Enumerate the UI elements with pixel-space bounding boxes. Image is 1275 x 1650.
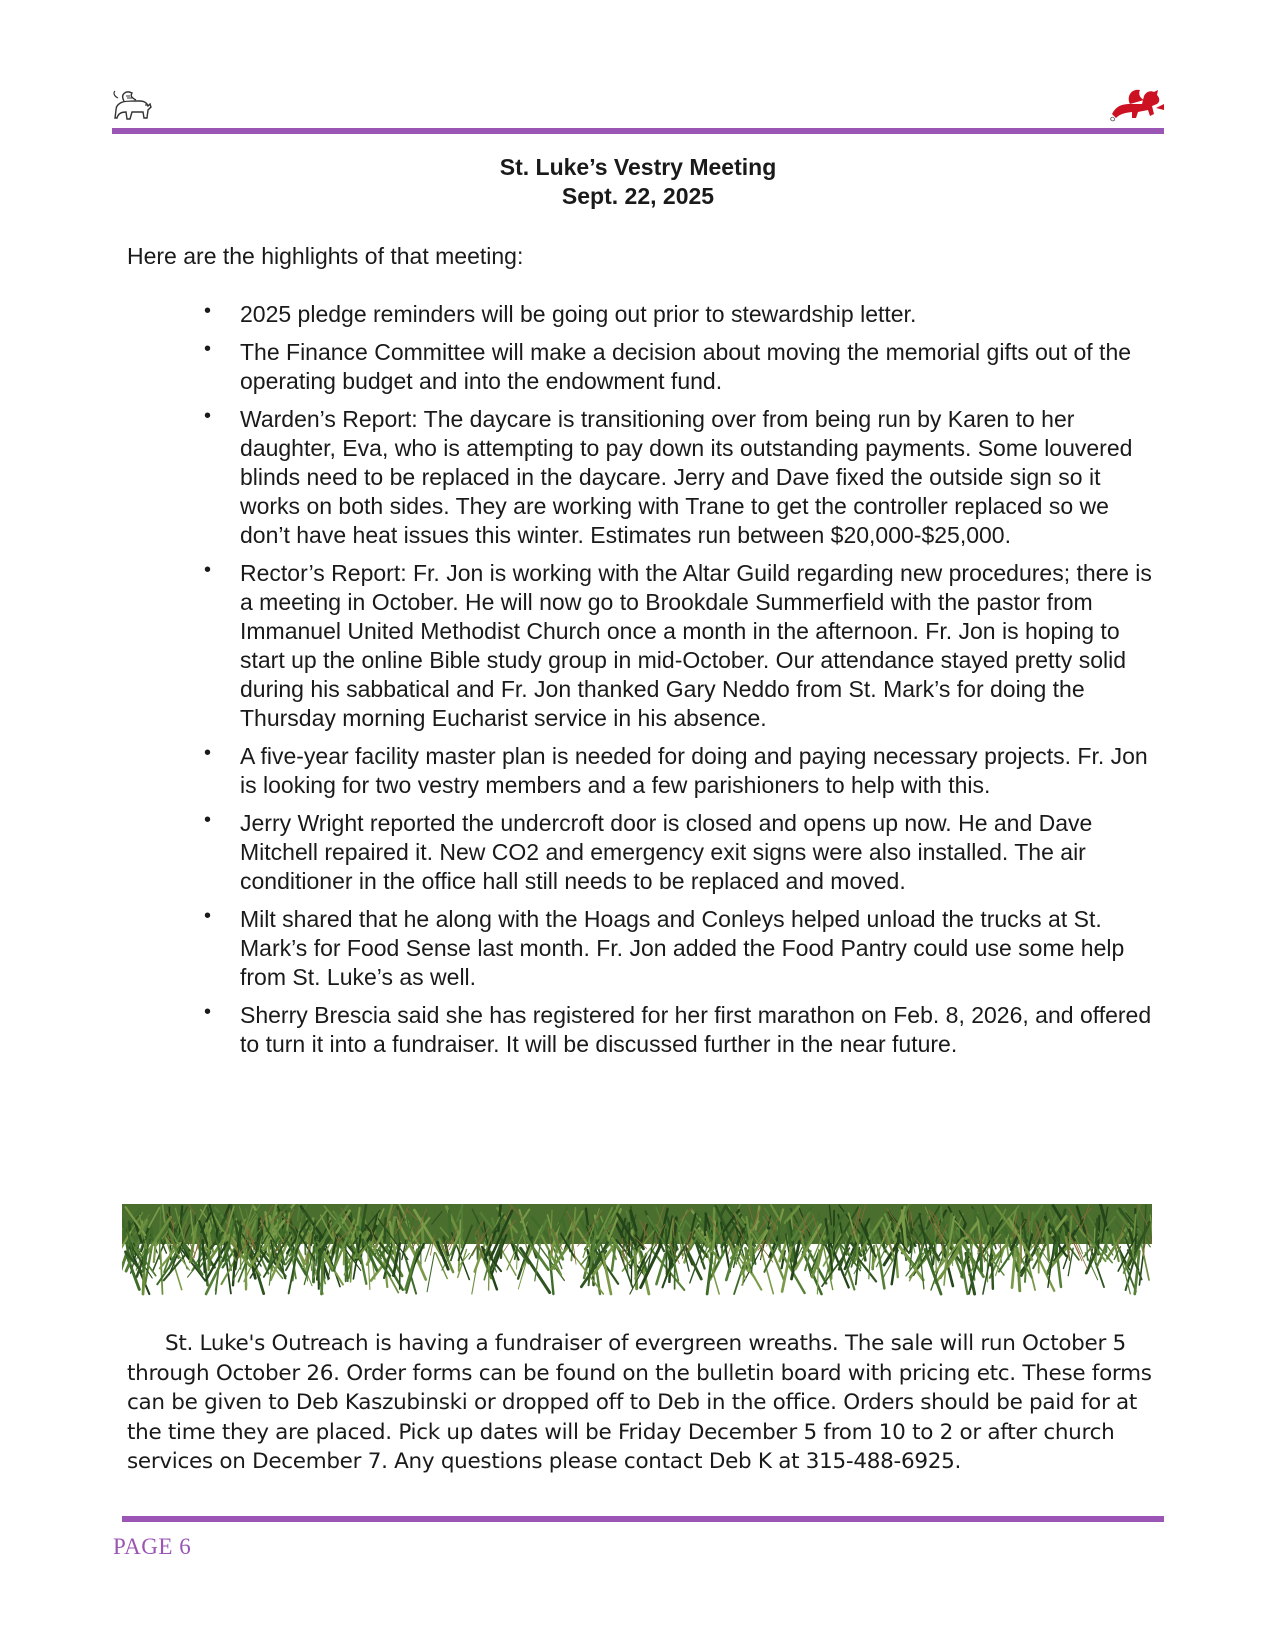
bullet-icon: • bbox=[204, 300, 212, 322]
list-item-text: The Finance Committee will make a decision about moving the memorial gifts out of the operating budget and into the endowment fund. bbox=[240, 339, 1132, 394]
list-item bbox=[204, 405, 1160, 550]
list-item bbox=[204, 742, 1160, 800]
list-item-text: A five-year facility master plan is needed for doing and paying necessary projects. Fr. Jon is looking for two vestry members and a few parishioners to help with this. bbox=[240, 743, 1148, 798]
list-item bbox=[204, 559, 1160, 733]
bullet-icon: • bbox=[204, 338, 212, 360]
winged-lion-icon bbox=[1108, 84, 1166, 124]
bullet-icon: • bbox=[204, 559, 212, 581]
outreach-paragraph bbox=[127, 1329, 1167, 1477]
list-item bbox=[204, 809, 1160, 896]
list-item bbox=[204, 338, 1160, 396]
list-item-text: 2025 pledge reminders will be going out prior to stewardship letter. bbox=[240, 301, 917, 327]
list-item-text: Rector’s Report: Fr. Jon is working with the Altar Guild regarding new procedures; there is a meeting in October. He will now go to Brookdale Summerfield with the pastor from Immanuel United Methodist Church once a month in the afternoon. Fr. Jon is hoping to start up the online Bible study group in mid-October. Our attendance stayed pretty solid during his sabbatical and Fr. Jon thanked Gary Neddo from St. Mark’s for doing the Thursday morning Eucharist service in his absence. bbox=[240, 560, 1152, 731]
outreach-text: St. Luke's Outreach is having a fundraiser of evergreen wreaths. The sale will run October 5 through October 26. Order forms can be found on the bulletin board with pricing etc. These forms can be given to Deb Kaszubinski or dropped off to Deb in the office. Orders should be paid for at the time they are placed. Pick up dates will be Friday December 5 from 10 to 2 or after church services on December 7. Any questions please contact Deb K at 315-488-6925. bbox=[127, 1331, 1152, 1474]
bullet-icon: • bbox=[204, 405, 212, 427]
list-item-text: Sherry Brescia said she has registered for her first marathon on Feb. 8, 2026, and offered to turn it into a fundraiser. It will be discussed further in the near future. bbox=[240, 1002, 1152, 1057]
header-divider bbox=[112, 128, 1164, 134]
footer-divider bbox=[122, 1516, 1164, 1522]
list-item bbox=[204, 1001, 1160, 1059]
list-item-text: Jerry Wright reported the undercroft door is closed and opens up now. He and Dave Mitchell repaired it. New CO2 and emergency exit signs were also installed. The air conditioner in the office hall still needs to be replaced and moved. bbox=[240, 810, 1093, 894]
bullet-icon: • bbox=[204, 742, 212, 764]
bullet-icon: • bbox=[204, 905, 212, 927]
winged-ox-icon bbox=[110, 88, 154, 124]
page-number: PAGE 6 bbox=[113, 1534, 192, 1559]
list-item-text: Milt shared that he along with the Hoags and Conleys helped unload the trucks at St. Mark’s for Food Sense last month. Fr. Jon added the Food Pantry could use some help from St. Luke’s as well. bbox=[240, 906, 1125, 990]
highlights-list bbox=[204, 300, 1160, 1068]
bullet-icon: • bbox=[204, 809, 212, 831]
bullet-icon: • bbox=[204, 1001, 212, 1023]
evergreen-garland-image bbox=[122, 1204, 1152, 1296]
article-heading bbox=[112, 153, 1164, 211]
list-item bbox=[204, 300, 1160, 329]
article-title: St. Luke’s Vestry Meeting bbox=[499, 154, 777, 180]
article-date: Sept. 22, 2025 bbox=[561, 183, 715, 209]
list-item bbox=[204, 905, 1160, 992]
list-item-text: Warden’s Report: The daycare is transitioning over from being run by Karen to her daughter, Eva, who is attempting to pay down its outstanding payments. Some louvered blinds need to be replaced in the daycare. Jerry and Dave fixed the outside sign so it works on both sides. They are working with Trane to get the controller replaced so we don’t have heat issues this winter. Estimates run between $20,000-$25,000. bbox=[240, 406, 1133, 548]
article-intro: Here are the highlights of that meeting: bbox=[127, 243, 524, 269]
